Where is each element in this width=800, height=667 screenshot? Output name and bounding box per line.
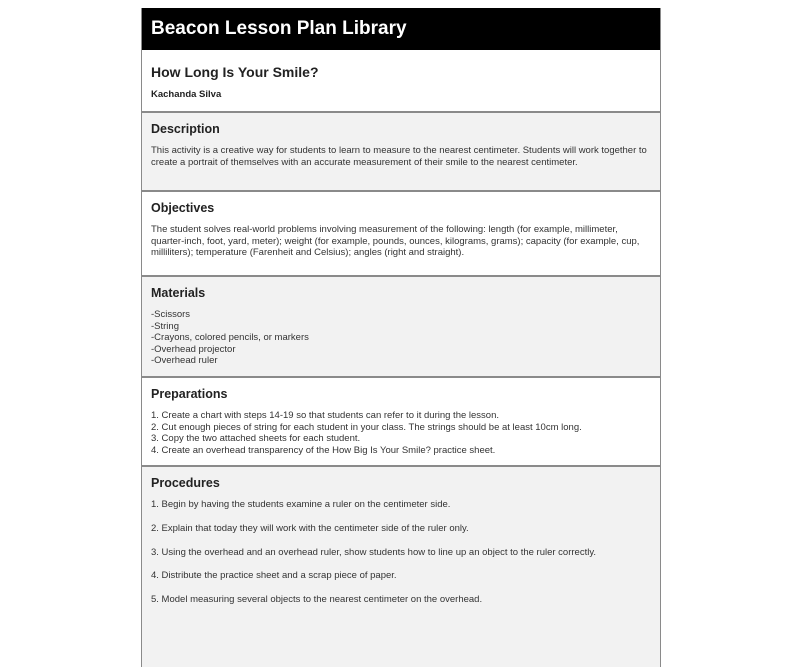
preparations-list — [151, 410, 651, 456]
procedures-item: 1. Begin by having the students examine a ruler on the centimeter side. — [151, 499, 451, 510]
description-section — [142, 113, 660, 192]
lesson-author: Kachanda Silva — [151, 89, 222, 100]
objectives-text: The student solves real-world problems involving measurement of the following: length (for example, millimeter, quarter-inch, foot, yard, meter); weight (for example, pounds, ounces, kilograms, grams); capacity (for example, cup, milliliters); temperature (Farenheit and Celsius); angles (right and straight). — [151, 224, 640, 259]
materials-item: -Overhead ruler — [151, 355, 218, 367]
procedures-item: 3. Using the overhead and an overhead ruler, show students how to line up an object to the ruler correctly. — [151, 546, 597, 558]
objectives-section — [142, 192, 660, 277]
materials-heading: Materials — [151, 286, 206, 300]
objectives-heading: Objectives — [151, 201, 215, 215]
procedures-item: 4. Distribute the practice sheet and a scrap piece of paper. — [151, 570, 397, 582]
site-header — [142, 8, 660, 50]
materials-item: -Overhead projector — [151, 343, 236, 355]
procedures-section — [142, 467, 660, 667]
materials-list — [151, 309, 651, 367]
procedures-item: 2. Explain that today they will work with the centimeter side of the ruler only. — [151, 522, 469, 534]
materials-item: -Crayons, colored pencils, or markers — [151, 332, 309, 344]
procedures-heading: Procedures — [151, 476, 220, 490]
site-title: Beacon Lesson Plan Library — [151, 18, 407, 39]
preparations-item: 2. Cut enough pieces of string for each student in your class. The strings should be at least 10cm long. — [151, 421, 582, 433]
preparations-item: 1. Create a chart with steps 14-19 so that students can refer to it during the lesson. — [151, 410, 499, 421]
preparations-item: 4. Create an overhead transparency of the How Big Is Your Smile? practice sheet. — [151, 444, 496, 456]
description-heading: Description — [151, 122, 220, 136]
lesson-title-block — [142, 50, 660, 113]
procedures-item: 5. Model measuring several objects to the nearest centimeter on the overhead. — [151, 594, 483, 606]
preparations-heading: Preparations — [151, 387, 228, 401]
lesson-title: How Long Is Your Smile? — [151, 64, 319, 80]
lesson-plan-page — [141, 8, 661, 667]
materials-section — [142, 277, 660, 378]
preparations-item: 3. Copy the two attached sheets for each student. — [151, 433, 361, 445]
preparations-section — [142, 378, 660, 467]
materials-item: -Scissors — [151, 309, 191, 320]
description-text: This activity is a creative way for students to learn to measure to the nearest centimeter. Students will work together to create a portrait of themselves with an accurate measurement of their smile to the nearest centimeter. — [151, 145, 647, 168]
materials-item: -String — [151, 320, 179, 332]
procedures-list — [151, 499, 651, 606]
